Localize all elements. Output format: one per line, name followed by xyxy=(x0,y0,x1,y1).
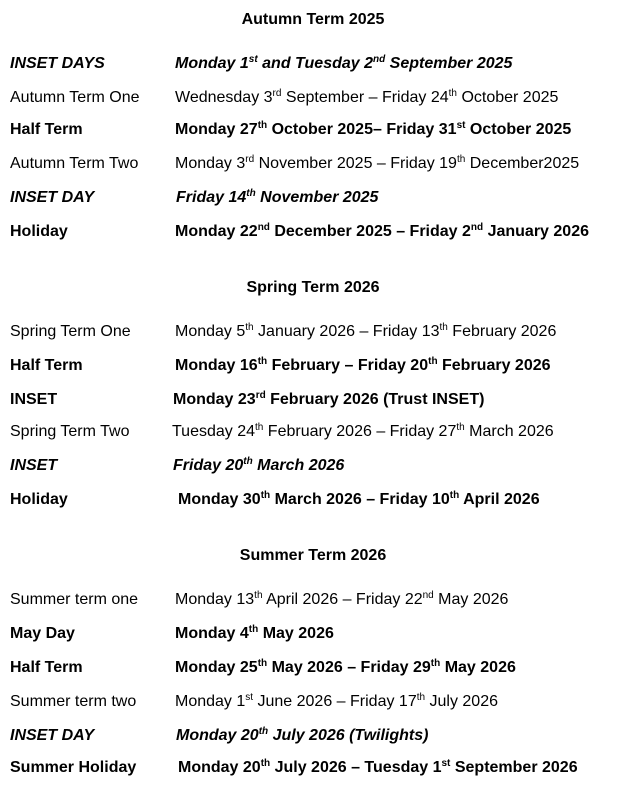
date-text: March 2026 xyxy=(464,423,554,440)
term-label: INSET DAY xyxy=(10,727,95,744)
ordinal-suffix: st xyxy=(441,758,451,769)
ordinal-suffix: nd xyxy=(373,54,386,65)
date-text: May 2026 xyxy=(433,591,509,608)
section-heading: Summer Term 2026 xyxy=(239,547,387,564)
ordinal-suffix: st xyxy=(456,120,466,131)
term-dates xyxy=(175,52,512,76)
term-row xyxy=(0,152,626,176)
term-dates xyxy=(176,724,428,748)
ordinal-suffix: th xyxy=(416,692,426,703)
ordinal-suffix: st xyxy=(245,692,254,703)
date-text: January 2026 – Friday 13 xyxy=(253,323,440,340)
ordinal-suffix: rd xyxy=(255,390,266,401)
ordinal-suffix: th xyxy=(243,456,253,467)
ordinal-suffix: th xyxy=(257,658,268,669)
term-row xyxy=(0,420,626,444)
term-dates xyxy=(175,220,589,244)
date-text: July 2026 – Tuesday 1 xyxy=(270,759,442,776)
term-row xyxy=(0,622,626,646)
date-text: Monday 23 xyxy=(173,391,256,408)
term-label: Autumn Term Two xyxy=(10,155,139,172)
term-label: Holiday xyxy=(10,491,68,508)
term-row xyxy=(0,388,626,412)
date-text: February 2026 xyxy=(437,357,551,374)
ordinal-suffix: th xyxy=(257,120,268,131)
ordinal-suffix: nd xyxy=(257,222,270,233)
ordinal-suffix: th xyxy=(257,356,268,367)
date-text: Friday 20 xyxy=(173,457,244,474)
term-row xyxy=(0,320,626,344)
date-text: Friday 14 xyxy=(176,189,247,206)
date-text: Wednesday 3 xyxy=(175,89,273,106)
date-text: December 2025 – Friday 2 xyxy=(269,223,471,240)
term-label: Summer Holiday xyxy=(10,759,137,776)
term-row xyxy=(0,220,626,244)
ordinal-suffix: th xyxy=(245,322,254,333)
date-text: and Tuesday 2 xyxy=(257,55,374,72)
term-label: INSET DAYS xyxy=(10,55,105,72)
ordinal-suffix: th xyxy=(439,322,448,333)
term-dates xyxy=(175,320,556,344)
term-dates xyxy=(173,454,344,478)
date-text: October 2025 xyxy=(465,121,572,138)
term-row xyxy=(0,118,626,142)
date-text: Monday 22 xyxy=(175,223,258,240)
term-label: INSET xyxy=(10,391,58,408)
term-row xyxy=(0,454,626,478)
term-row xyxy=(0,588,626,612)
term-label: Half Term xyxy=(10,659,83,676)
ordinal-suffix: th xyxy=(258,726,269,737)
term-dates xyxy=(172,420,554,444)
term-label: May Day xyxy=(10,625,75,642)
date-text: September – Friday 24 xyxy=(281,89,449,106)
term-dates xyxy=(175,86,558,110)
ordinal-suffix: th xyxy=(248,624,259,635)
term-row xyxy=(0,690,626,714)
term-label: INSET DAY xyxy=(10,189,95,206)
date-text: March 2026 – Friday 10 xyxy=(270,491,450,508)
date-text: Monday 20 xyxy=(178,759,261,776)
term-row xyxy=(0,86,626,110)
date-text: Monday 5 xyxy=(175,323,246,340)
date-text: Tuesday 24 xyxy=(172,423,256,440)
ordinal-suffix: th xyxy=(260,758,271,769)
date-text: Monday 30 xyxy=(178,491,261,508)
term-row xyxy=(0,656,626,680)
ordinal-suffix: st xyxy=(248,54,258,65)
ordinal-suffix: nd xyxy=(422,590,434,601)
date-text: October 2025 xyxy=(457,89,559,106)
ordinal-suffix: th xyxy=(430,658,441,669)
date-text: June 2026 – Friday 17 xyxy=(253,693,417,710)
ordinal-suffix: th xyxy=(456,154,466,165)
date-text: May 2026 xyxy=(440,659,516,676)
date-text: Monday 1 xyxy=(175,55,249,72)
date-text: May 2026 xyxy=(258,625,334,642)
date-text: February 2026 – Friday 27 xyxy=(263,423,457,440)
term-dates xyxy=(173,388,484,412)
term-dates xyxy=(175,118,571,142)
term-label: Half Term xyxy=(10,121,83,138)
term-label: Autumn Term One xyxy=(10,89,140,106)
date-text: April 2026 – Friday 22 xyxy=(262,591,423,608)
ordinal-suffix: th xyxy=(246,188,256,199)
term-label: Spring Term One xyxy=(10,323,131,340)
ordinal-suffix: th xyxy=(456,422,465,433)
term-dates xyxy=(178,488,540,512)
term-dates xyxy=(176,186,378,210)
date-text: Monday 20 xyxy=(176,727,259,744)
section-heading: Spring Term 2026 xyxy=(246,279,380,296)
date-text: January 2026 xyxy=(483,223,589,240)
date-text: July 2026 (Twilights) xyxy=(268,727,429,744)
date-text: November 2025 xyxy=(255,189,379,206)
date-text: Monday 3 xyxy=(175,155,246,172)
ordinal-suffix: th xyxy=(260,490,271,501)
date-text: April 2026 xyxy=(459,491,540,508)
term-dates xyxy=(175,152,579,176)
term-label: Summer term two xyxy=(10,693,137,710)
date-text: July 2026 xyxy=(425,693,498,710)
term-row xyxy=(0,488,626,512)
term-row xyxy=(0,724,626,748)
date-text: Monday 13 xyxy=(175,591,255,608)
date-text: September 2025 xyxy=(385,55,513,72)
section-heading: Autumn Term 2025 xyxy=(241,11,385,28)
term-row xyxy=(0,756,626,780)
ordinal-suffix: rd xyxy=(272,88,282,99)
term-label: Half Term xyxy=(10,357,83,374)
date-text: Monday 27 xyxy=(175,121,258,138)
term-dates xyxy=(175,622,334,646)
term-dates xyxy=(175,656,516,680)
term-dates xyxy=(175,354,551,378)
term-dates xyxy=(178,756,578,780)
date-text: October 2025– Friday 31 xyxy=(267,121,457,138)
date-text: Monday 1 xyxy=(175,693,246,710)
date-text: Monday 25 xyxy=(175,659,258,676)
term-label: Summer term one xyxy=(10,591,139,608)
ordinal-suffix: th xyxy=(255,422,264,433)
term-row xyxy=(0,354,626,378)
date-text: March 2026 xyxy=(252,457,345,474)
term-label: Holiday xyxy=(10,223,68,240)
date-text: September 2026 xyxy=(450,759,578,776)
ordinal-suffix: th xyxy=(254,590,263,601)
term-row xyxy=(0,186,626,210)
term-label: INSET xyxy=(10,457,58,474)
date-text: December2025 xyxy=(465,155,580,172)
term-label: Spring Term Two xyxy=(10,423,130,440)
ordinal-suffix: nd xyxy=(470,222,484,233)
date-text: Monday 16 xyxy=(175,357,258,374)
date-text: November 2025 – Friday 19 xyxy=(254,155,457,172)
ordinal-suffix: th xyxy=(449,490,460,501)
date-text: February 2026 xyxy=(447,323,557,340)
term-dates xyxy=(175,690,498,714)
date-text: February 2026 (Trust INSET) xyxy=(265,391,485,408)
date-text: May 2026 – Friday 29 xyxy=(267,659,431,676)
ordinal-suffix: th xyxy=(448,88,457,99)
term-row xyxy=(0,52,626,76)
ordinal-suffix: rd xyxy=(245,154,255,165)
ordinal-suffix: th xyxy=(428,356,438,367)
date-text: Monday 4 xyxy=(175,625,249,642)
date-text: February – Friday 20 xyxy=(267,357,429,374)
term-dates xyxy=(175,588,508,612)
